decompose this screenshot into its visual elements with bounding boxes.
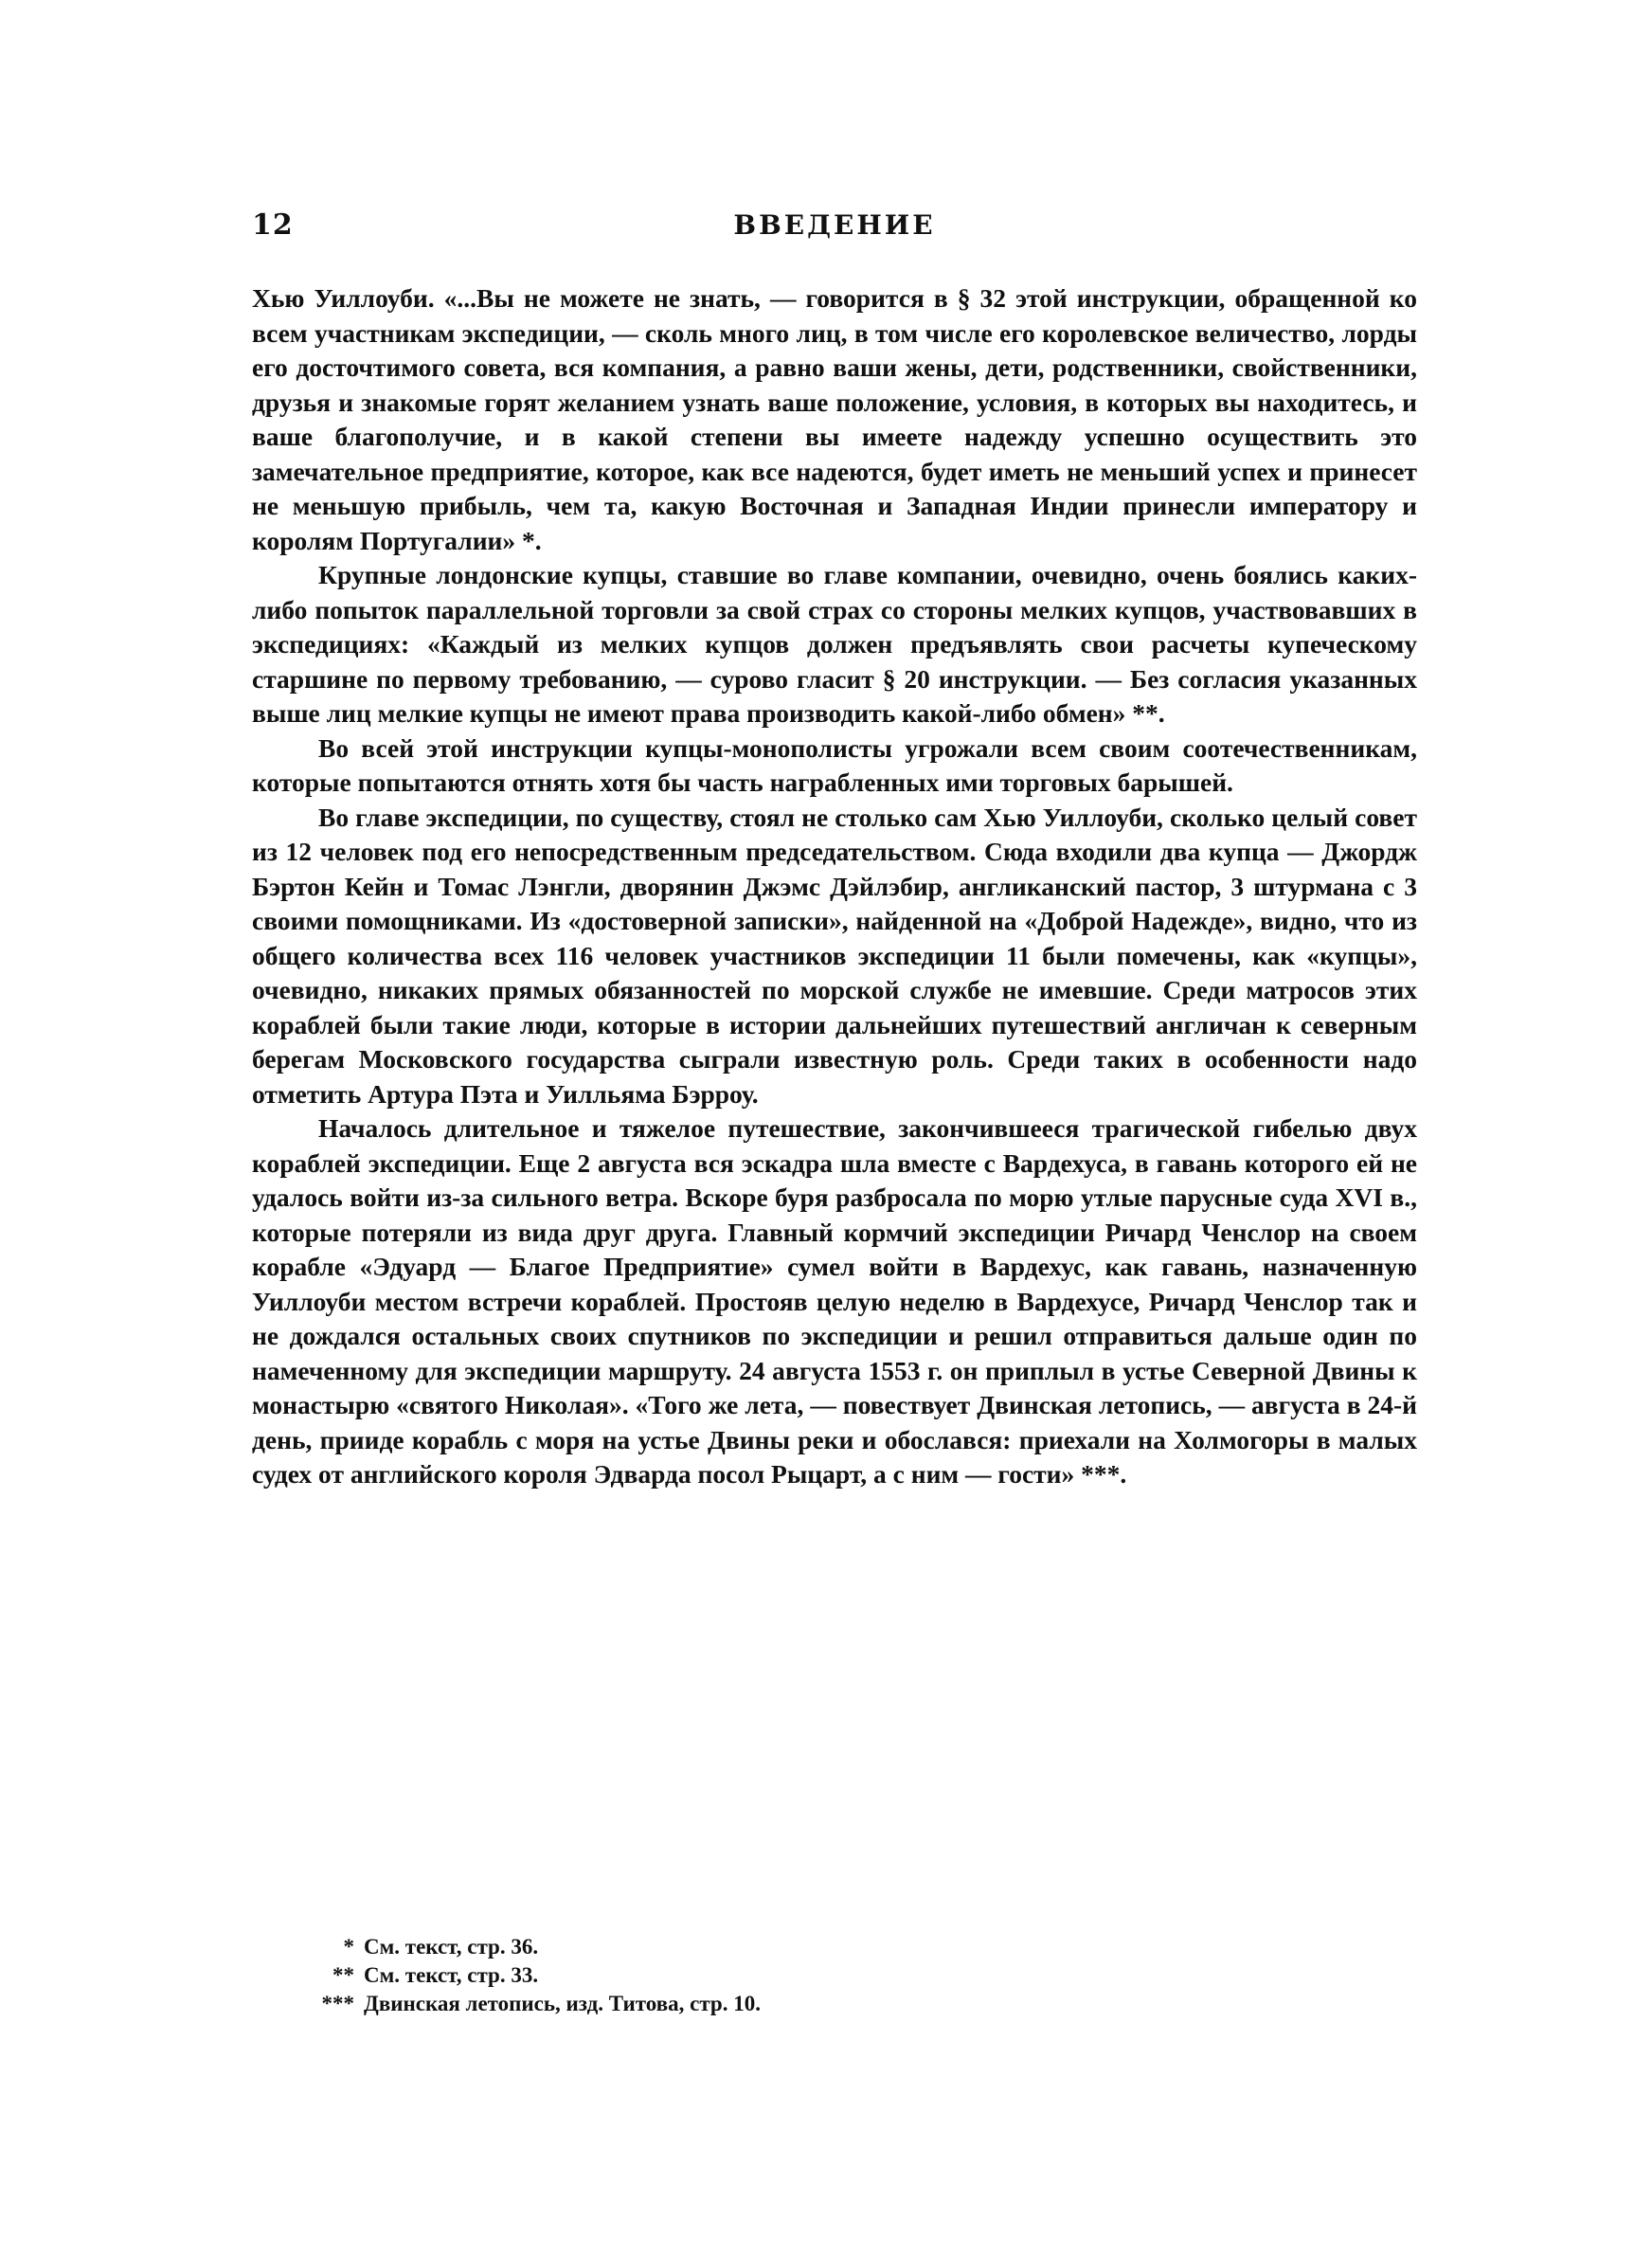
footnote-text: См. текст, стр. 36. [364, 1935, 539, 1959]
footnote-1 [305, 1933, 1158, 1961]
main-text [252, 281, 1417, 1492]
footnote-text: Двинская летопись, изд. Титова, стр. 10. [364, 1992, 761, 2015]
paragraph-2: Крупные лондонские купцы, ставшие во главе компании, очевидно, очень боялись каких-либо попыток параллельной торговли за свой страх со стороны мелких купцов, участвовавших в экспедициях: «Каждый из мелких купцов должен предъявлять свои расчеты купеческому старшине по первому требованию, — сурово гласит § 20 инструкции. — Без согласия указанных выше лиц мелкие купцы не имеют права производить какой-либо обмен» **. [252, 560, 1417, 728]
footnote-2 [305, 1961, 1158, 1990]
footnote-mark: *** [321, 1992, 354, 2015]
page-number: 12 [252, 208, 294, 242]
paragraph-3: Во всей этой инструкции купцы-монополисты угрожали всем своим соотечественникам, которые попытаются отнять хотя бы часть награбленных ими торговых барышей. [252, 732, 1417, 797]
page-header [252, 207, 1417, 244]
footnote-mark: * [343, 1935, 354, 1959]
footnote-text: См. текст, стр. 33. [364, 1963, 539, 1987]
paragraph-1: Хью Уиллоуби. «...Вы не можете не знать, — говорится в § 32 этой инструкции, обращенной ко всем участникам экспедиции, — сколь много лиц, в том числе его королевское величество, лорды его досточтимого совета, вся компания, а равно ваши жены, дети, родственники, свойственники, друзья и знакомые горят желанием узнать ваше положение, условия, в которых вы находитесь, и ваше благополучие, и в какой степени вы имеете надежду успешно осуществить это замечательное предприятие, которое, как все надеются, будет иметь не меньший успех и принесет не меньшую прибыль, чем та, какую Восточная и Западная Индии принесли императору и королям Португалии» *. [252, 283, 1417, 555]
footnote-mark: ** [332, 1963, 354, 1987]
paragraph-4: Во главе экспедиции, по существу, стоял не столько сам Хью Уиллоуби, сколько целый совет из 12 человек под его непосредственным председательством. Сюда входили два купца — Джордж Бэртон Кейн и Томас Лэнгли, дворянин Джэмс Дэйлэбир, англиканский пастор, 3 штурмана с 3 своими помощниками. Из «достоверной записки», найденной на «Доброй Надежде», видно, что из общего количества всех 116 человек участников экспедиции 11 были помечены, как «купцы», очевидно, никаких прямых обязанностей по морской службе не имевшие. Среди матросов этих кораблей были такие люди, которые в истории дальнейших путешествий англичан к северным берегам Московского государства сыграли известную роль. Среди таких в особенности надо отметить Артура Пэта и Уилльяма Бэрроу. [252, 802, 1417, 1109]
footnote-3 [305, 1990, 1158, 2018]
paragraph-5: Началось длительное и тяжелое путешествие, закончившееся трагической гибелью двух кораблей экспедиции. Еще 2 августа вся эскадра шла вместе с Вардехуса, в гавань которого ей не удалось войти из-за сильного ветра. Вскоре буря разбросала по морю утлые парусные суда XVI в., которые потеряли из вида друг друга. Главный кормчий экспедиции Ричард Ченслор на своем корабле «Эдуард — Благое Предприятие» сумел войти в Вардехус, как гавань, назначенную Уиллоуби местом встречи кораблей. Простояв целую неделю в Вардехусе, Ричард Ченслор так и не дождался остальных своих спутников по экспедиции и решил отправиться дальше один по намеченному для экспедиции маршруту. 24 августа 1553 г. он приплыл в устье Северной Двины к монастырю «святого Николая». «Того же лета, — повествует Двинская летопись, — августа в 24-й день, прииде корабль с моря на устье Двины реки и обослався: приехали на Холмогоры в малых судех от английского короля Эдварда посол Рыцарт, а с ним — гости» ***. [252, 1113, 1417, 1489]
running-title: ВВЕДЕНИЕ [733, 209, 936, 241]
footnotes [305, 1933, 1158, 2018]
